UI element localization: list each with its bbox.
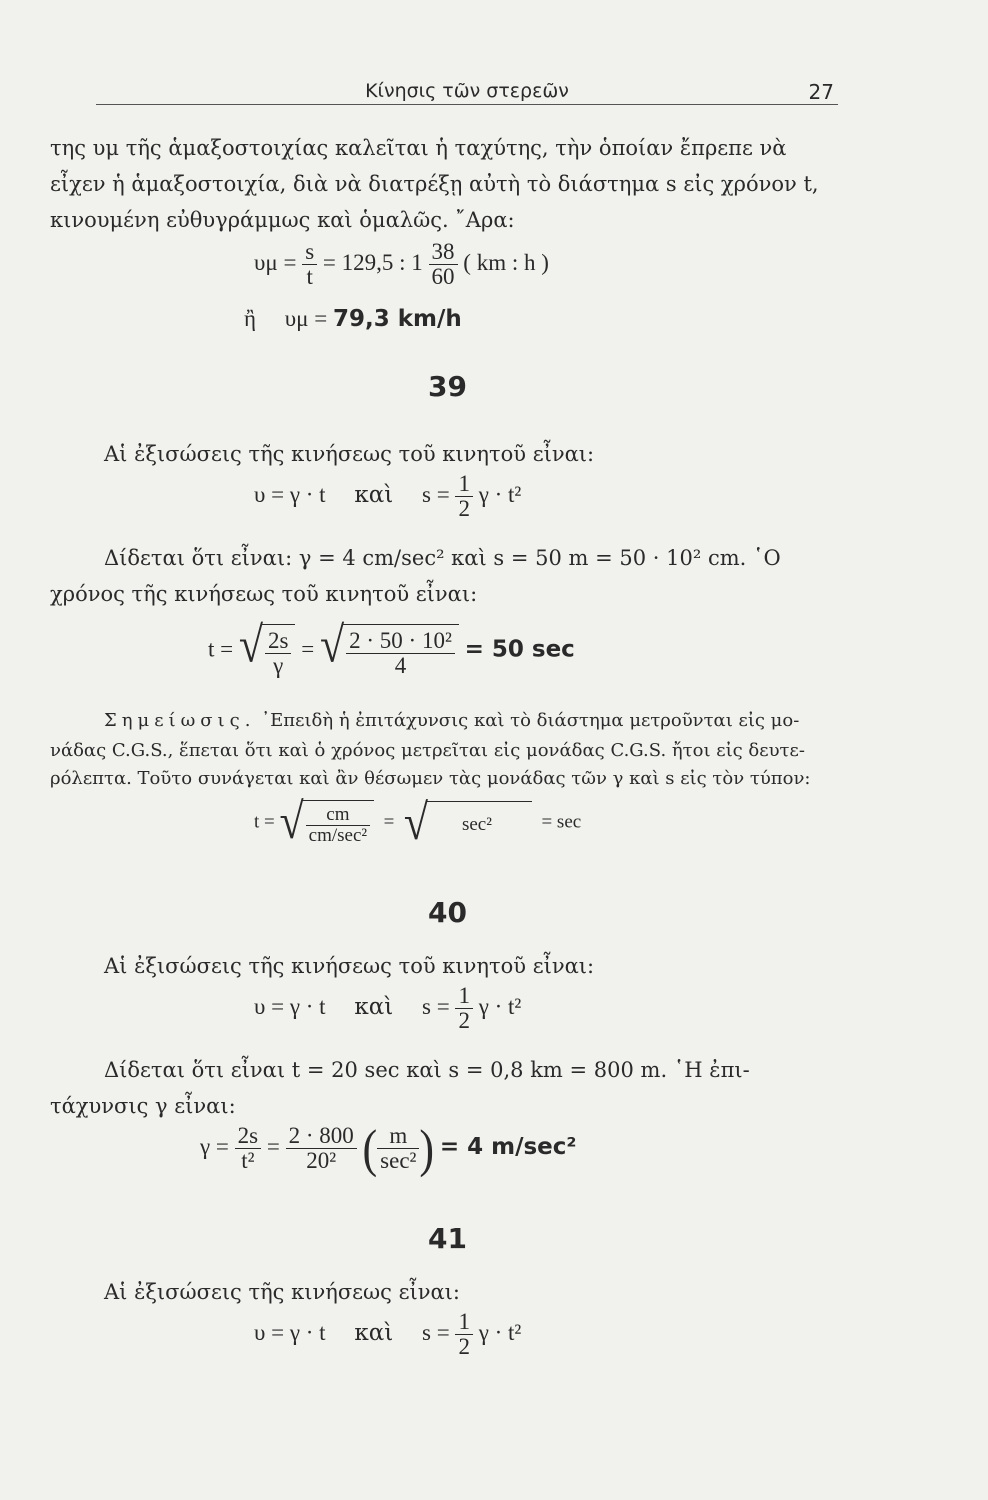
- p40-motion-equations: υ = γ · t καὶ s = $\frac{1}{2}$ γ · t²: [254, 983, 522, 1034]
- eq-unit: ( km : h ): [463, 249, 549, 275]
- and-word: καὶ: [354, 481, 394, 508]
- p40-given-1: Δίδεται ὅτι εἶναι t = 20 sec καὶ s = 0,8 km = 800 m. ῾Η ἐπι-: [104, 1058, 750, 1082]
- p40-given-2: τάχυνσις γ εἶναι:: [50, 1094, 236, 1118]
- problem-number-40: 40: [428, 896, 467, 929]
- p39-line-3: χρόνος τῆς κινήσεως τοῦ κινητοῦ εἶναι:: [50, 582, 478, 606]
- fraction-s-over-t: $\frac{s}{t}$: [302, 240, 317, 289]
- problem-number-39: 39: [428, 370, 467, 403]
- result-lhs: υμ =: [284, 306, 328, 331]
- p41-line-1: Αἱ ἐξισώσεις τῆς κινήσεως εἶναι:: [104, 1280, 460, 1304]
- p41-motion-equations: υ = γ · t καὶ s = $\frac{1}{2}$ γ · t²: [254, 1309, 522, 1360]
- p39-note-line-1: Σημείωσις. ᾿Επειδὴ ἡ ἐπιτάχυνσις καὶ τὸ διάστημα μετροῦνται εἰς μο-: [104, 710, 800, 731]
- acceleration-result: = 4 m/sec²: [439, 1133, 577, 1160]
- sqrt-sec-squared: √ sec²: [404, 801, 532, 845]
- time-lhs: t =: [208, 636, 234, 662]
- p39-note-line-3: ρόλεπτα. Τοῦτο συνάγεται καὶ ἂν θέσωμεν τὰς μονάδας τῶν γ καὶ s εἰς τὸν τύπον:: [50, 768, 811, 789]
- p39-time-equation: t = √ $\frac{2s}{\gamma}$ = √ $\frac{\text{2 · 50 · 10²}}{4}$ = 50 sec: [208, 616, 575, 679]
- result-value: 79,3 km/h: [332, 306, 462, 332]
- intro-line-1: της υμ τῆς ἁμαξοστοιχίας καλεῖται ἡ ταχύτης, τὴν ὁποίαν ἔπρεπε νὰ: [50, 136, 787, 160]
- note-label: Σημείωσις.: [104, 710, 256, 731]
- page-number: 27: [808, 80, 834, 104]
- p40-line-1: Αἱ ἐξισώσεις τῆς κινήσεως τοῦ κινητοῦ εἶναι:: [104, 954, 595, 978]
- problem-number-41: 41: [428, 1222, 467, 1255]
- time-result: = 50 sec: [464, 636, 575, 663]
- p39-motion-equations: [254, 472, 521, 521]
- p40-acceleration-equation: γ = $\frac{2s}{\text{t²}}$ = $\frac{2 \cdot 800}{\text{20²}}$ ( $\frac{m}{\text{sec²}}$ ) = 4 m/sec²: [200, 1118, 577, 1178]
- p39-line-1: Αἱ ἐξισώσεις τῆς κινήσεως τοῦ κινητοῦ εἶναι:: [104, 442, 595, 466]
- eq-middle: = 129,5 : 1: [322, 249, 423, 275]
- fraction-one-half: $\frac{1}{2}$: [455, 472, 473, 521]
- p39-note-line-2: νάδας C.G.S., ἕπεται ὅτι καὶ ὁ χρόνος μετρεῖται εἰς μονάδας C.G.S. ἤτοι εἰς δευτε-: [50, 740, 805, 761]
- sqrt-2s-over-g: √ $\frac{2s}{\gamma}$: [239, 624, 296, 678]
- average-speed-result: [244, 306, 462, 332]
- fraction-38-over-60: $\frac{38}{60}$: [429, 240, 458, 289]
- intro-line-2: εἶχεν ἡ ἁμαξοστοιχία, διὰ νὰ διατρέξῃ αὐτὴ τὸ διάστημα s εἰς χρόνον t,: [50, 172, 819, 196]
- eq-lhs: υμ =: [254, 249, 297, 275]
- sqrt-units: √ $\frac{cm}{\text{cm/sec²}}$: [280, 800, 375, 846]
- p39-given: Δίδεται ὅτι εἶναι: γ = 4 cm/sec² καὶ s = 50 m = 50 · 10² cm. ῾Ο: [104, 546, 781, 570]
- velocity-eq: υ = γ · t: [254, 481, 326, 507]
- running-title: Κίνησις τῶν στερεῶν: [365, 80, 569, 102]
- average-speed-equation: [254, 240, 549, 289]
- sqrt-numeric: √ $\frac{\text{2 · 50 · 10²}}{4}$: [320, 624, 459, 678]
- p39-units-check: t = √ $\frac{cm}{\text{cm/sec²}}$ = √ sec² = sec: [254, 793, 582, 851]
- or-word: ἢ: [244, 306, 257, 331]
- intro-line-3: κινουμένη εὐθυγράμμως καὶ ὁμαλῶς. ῎Αρα:: [50, 208, 515, 232]
- distance-tail: γ · t²: [478, 481, 522, 507]
- distance-lhs: s =: [422, 481, 450, 507]
- page-header: [96, 80, 838, 105]
